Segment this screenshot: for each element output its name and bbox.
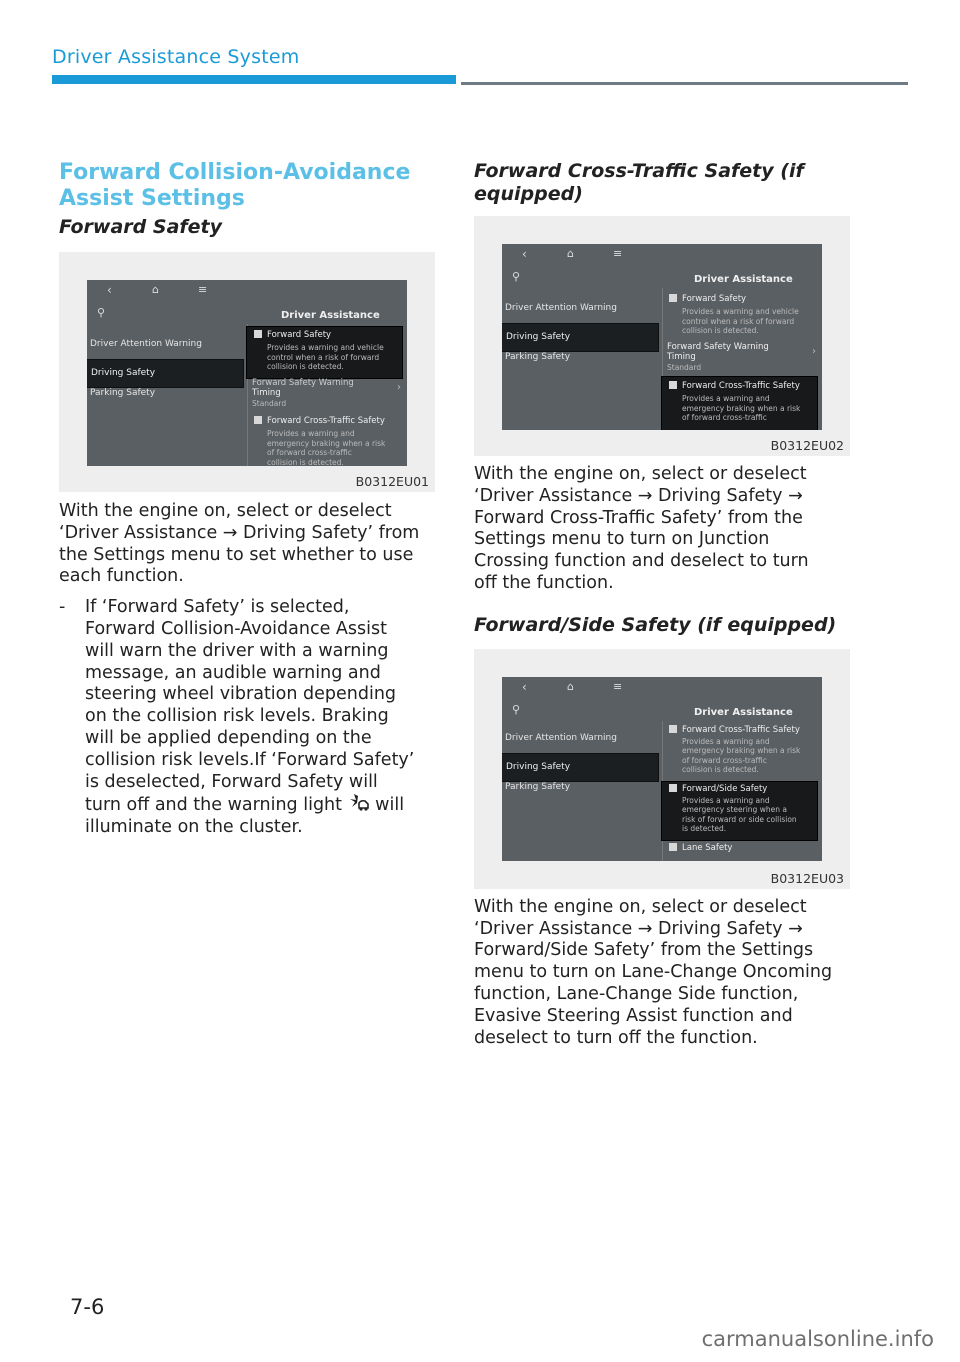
desc-line: control when a risk of forward: [682, 316, 795, 326]
text-line: If ‘Forward Safety’ is selected,: [85, 597, 350, 618]
row-label: Forward Safety: [682, 294, 747, 304]
desc-line: emergency steering when a: [682, 805, 787, 815]
figure-code: B0312EU03: [770, 870, 844, 886]
text-line: message, an audible warning and: [85, 662, 381, 683]
row-label: Forward Safety: [267, 330, 332, 340]
text-line: collision risk levels.If ‘Forward Safety’: [85, 749, 415, 770]
figure-code: B0312EU02: [770, 438, 844, 453]
text-line: With the engine on, select or deselect: [474, 464, 807, 484]
row-lane-safety: [669, 843, 732, 853]
figure-code: B0312EU01: [355, 474, 429, 489]
section-title-line-1: Forward Collision-Avoidance: [59, 160, 411, 185]
header-accent-bar: [52, 75, 456, 84]
row-timing: Timing: [252, 388, 281, 398]
home-icon: ⌂: [152, 283, 159, 296]
header-divider: [461, 82, 908, 85]
checkbox-icon: [254, 416, 262, 424]
desc-line: Provides a warning and vehicle: [267, 343, 384, 352]
text-line: function, Lane-Change Side function,: [474, 983, 799, 1004]
back-icon: ‹: [522, 679, 527, 694]
text-line: Crossing function and deselect to turn: [474, 551, 809, 572]
screen-driver-assistance: [87, 280, 407, 466]
row-cross-traffic: [669, 725, 800, 735]
chevron-right-icon: ›: [812, 346, 816, 357]
home-icon: ⌂: [567, 679, 574, 693]
text-line: Forward Cross-Traffic Safety’ from the: [474, 507, 803, 528]
checkbox-icon: [669, 381, 677, 389]
desc-line: emergency braking when a risk: [682, 403, 801, 413]
text-line: each function.: [59, 566, 184, 587]
row-forward-safety: [669, 294, 746, 304]
row-desc: [267, 429, 385, 466]
desc-line: Provides a warning and: [682, 736, 770, 746]
text-line: the Settings menu to set whether to use: [59, 544, 414, 565]
text-line: Forward Collision-Avoidance Assist: [85, 618, 387, 639]
menu-item-driver-attention: Driver Attention Warning: [90, 339, 202, 349]
desc-line: control when a risk of forward: [267, 352, 380, 362]
text-fragment: turn off and the warning light: [85, 795, 343, 816]
row-warning-timing: Forward Safety Warning: [252, 378, 354, 388]
home-icon: ⌂: [567, 247, 574, 260]
desc-line: risk of forward or side collision: [682, 814, 797, 824]
desc-line: of forward cross-traffic: [267, 448, 352, 457]
text-line: will be applied depending on the: [85, 727, 372, 748]
row-label: Forward Cross-Traffic Safety: [682, 724, 800, 735]
row-desc: [682, 796, 797, 834]
search-icon: ⚲: [512, 270, 521, 283]
menu-item-driver-attention: Driver Attention Warning: [505, 732, 617, 743]
desc-line: of forward cross-traffic: [682, 413, 767, 422]
text-line: is deselected, Forward Safety will: [85, 771, 378, 792]
text-line-with-icon: [85, 793, 439, 817]
desc-line: collision is detected.: [267, 362, 344, 371]
settings-list: [247, 324, 407, 466]
row-timing: Timing: [667, 352, 696, 362]
desc-line: Provides a warning and vehicle: [682, 307, 799, 316]
section-title-line-2: Assist Settings: [59, 186, 245, 211]
checkbox-icon: [669, 294, 677, 302]
checkbox-icon: [254, 330, 262, 338]
row-label: Forward/Side Safety: [682, 783, 768, 794]
desc-line: collision is detected.: [682, 765, 759, 775]
row-cross-traffic: [669, 381, 800, 391]
text-line: Settings menu to turn on Junction: [474, 529, 770, 550]
left-column: [59, 160, 439, 839]
search-icon: ⚲: [512, 702, 521, 716]
row-cross-traffic: [254, 416, 385, 426]
row-desc: [267, 343, 384, 372]
text-line: on the collision risk levels. Braking: [85, 706, 389, 727]
row-label: Forward Cross-Traffic Safety: [267, 416, 385, 426]
screen-heading: Driver Assistance: [281, 310, 380, 321]
menu-item-parking-safety: Parking Safety: [505, 781, 571, 792]
subtitle-forward-side-safety: Forward/Side Safety (if equipped): [474, 613, 837, 636]
desc-line: emergency braking when a risk: [682, 746, 801, 756]
forward-collision-warning-icon: [348, 793, 370, 813]
desc-line: emergency braking when a risk: [267, 438, 386, 448]
text-line: Forward/Side Safety’ from the Settings: [474, 940, 814, 961]
desc-line: Provides a warning and: [267, 429, 355, 438]
row-forward-side-safety: [669, 784, 767, 794]
bullet-forward-safety: [59, 597, 439, 839]
desc-line: is detected.: [682, 824, 727, 834]
menu-item-driver-attention: Driver Attention Warning: [505, 303, 617, 313]
search-icon: ⚲: [97, 306, 106, 319]
row-warning-timing: Forward Safety Warning: [667, 342, 769, 352]
bullet-dash: -: [59, 597, 66, 618]
desc-line: Provides a warning and: [682, 795, 770, 805]
menu-item-parking-safety: Parking Safety: [505, 352, 571, 362]
figure-forward-side-safety: [474, 649, 850, 889]
menu-item-parking-safety: Parking Safety: [90, 388, 156, 398]
menu-icon: ≡: [198, 283, 208, 296]
text-line: will warn the driver with a warning: [85, 640, 389, 661]
menu-icon: ≡: [613, 247, 623, 260]
menu-item-driving-safety: Driving Safety: [502, 323, 659, 352]
row-label: Lane Safety: [682, 842, 733, 853]
text-line: With the engine on, select or deselect: [59, 501, 392, 521]
desc-line: Provides a warning and: [682, 394, 770, 403]
paragraph-intro: [59, 501, 439, 588]
row-timing-value: Standard: [252, 399, 287, 408]
text-line: illuminate on the cluster.: [85, 817, 303, 838]
screen-driver-assistance: [502, 244, 822, 430]
row-desc: [682, 737, 800, 775]
screen-driver-assistance: [502, 677, 822, 861]
paragraph-cross-traffic: [474, 464, 854, 595]
subtitle-cross-traffic-line-2: equipped): [474, 183, 583, 205]
text-fragment: will: [375, 795, 405, 816]
menu-icon: ≡: [613, 679, 623, 693]
menu-item-driving-safety: Driving Safety: [502, 753, 659, 782]
settings-list: [662, 721, 822, 861]
screen-heading: Driver Assistance: [694, 274, 793, 285]
text-line: off the function.: [474, 572, 614, 593]
row-desc: [682, 307, 799, 336]
settings-list: [662, 288, 822, 430]
text-line: ‘Driver Assistance → Driving Safety’ from: [59, 522, 420, 543]
row-label: Forward Cross-Traffic Safety: [682, 381, 800, 391]
checkbox-icon: [669, 784, 677, 792]
desc-line: collision is detected.: [267, 457, 344, 466]
checkbox-icon: [669, 725, 677, 733]
checkbox-icon: [669, 843, 677, 851]
text-line: With the engine on, select or deselect: [474, 896, 807, 917]
figure-forward-safety: [59, 252, 435, 492]
header-section-title: Driver Assistance System: [52, 46, 300, 68]
row-timing-value: Standard: [667, 363, 702, 372]
text-line: deselect to turn off the function.: [474, 1027, 758, 1048]
right-column: [474, 160, 854, 1049]
desc-line: of forward cross-traffic: [682, 755, 767, 765]
subtitle-cross-traffic-line-1: Forward Cross-Traffic Safety (if: [474, 160, 804, 182]
back-icon: ‹: [107, 283, 112, 297]
chevron-right-icon: ›: [397, 382, 401, 393]
menu-item-driving-safety: Driving Safety: [87, 359, 244, 388]
text-line: ‘Driver Assistance → Driving Safety →: [474, 485, 803, 506]
paragraph-forward-side: [474, 897, 854, 1050]
text-line: menu to turn on Lane-Change Oncoming: [474, 962, 833, 983]
back-icon: ‹: [522, 247, 527, 261]
text-line: ‘Driver Assistance → Driving Safety →: [474, 918, 803, 939]
text-line: Evasive Steering Assist function and: [474, 1005, 793, 1026]
screen-heading: Driver Assistance: [694, 706, 793, 718]
desc-line: collision is detected.: [682, 326, 759, 335]
figure-cross-traffic: [474, 216, 850, 456]
row-forward-safety: [254, 330, 331, 340]
page-number: 7-6: [70, 1295, 105, 1319]
text-line: steering wheel vibration depending: [85, 684, 397, 705]
watermark: carmanualsonline.info: [701, 1327, 934, 1351]
row-desc: [682, 394, 800, 423]
subtitle-forward-safety: Forward Safety: [59, 216, 223, 238]
